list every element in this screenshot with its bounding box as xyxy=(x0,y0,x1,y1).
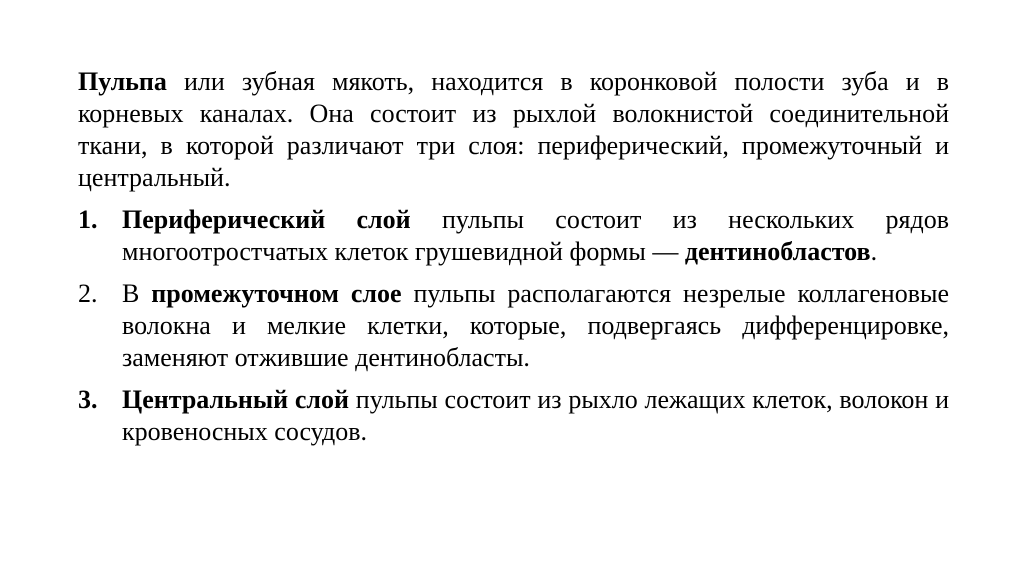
list-item xyxy=(78,204,949,268)
intro-text: или зубная мякоть, находится в коронковой полости зуба и в корневых каналах. Она состоит из рыхлой волокнистой соединительной ткани, в которой различают три слоя: периферический, промежуточный и центральный. xyxy=(78,67,949,192)
item-prefix: В xyxy=(122,279,152,308)
item-body: пульпы состоит из нескольких рядов многоотростчатых клеток грушевидной формы — xyxy=(122,205,949,266)
item-body: пульпы состоит из рыхло лежащих клеток, волокон и кровеносных сосудов. xyxy=(122,385,949,446)
item-text xyxy=(122,204,949,268)
item-bold-end: дентинобластов xyxy=(684,237,871,266)
item-body: пульпы располагаются незрелые коллагеновые волокна и мелкие клетки, которые, подвергаясь дифференцировке, заменяют отжившие дентинобласты. xyxy=(122,279,949,372)
list-item xyxy=(78,384,949,448)
item-number: 3. xyxy=(78,385,98,414)
item-text xyxy=(122,278,949,374)
item-number: 1. xyxy=(78,205,98,234)
slide-content xyxy=(78,66,949,458)
item-bold-start: Периферический слой xyxy=(122,205,411,234)
intro-paragraph xyxy=(78,66,949,194)
item-text xyxy=(122,384,949,448)
item-bold: промежуточном слое xyxy=(151,279,402,308)
list-item xyxy=(78,278,949,374)
item-tail: . xyxy=(870,237,878,266)
item-number: 2. xyxy=(78,279,98,308)
layers-list xyxy=(78,204,949,448)
item-bold: Центральный слой xyxy=(122,385,350,414)
intro-term: Пульпа xyxy=(78,67,167,96)
